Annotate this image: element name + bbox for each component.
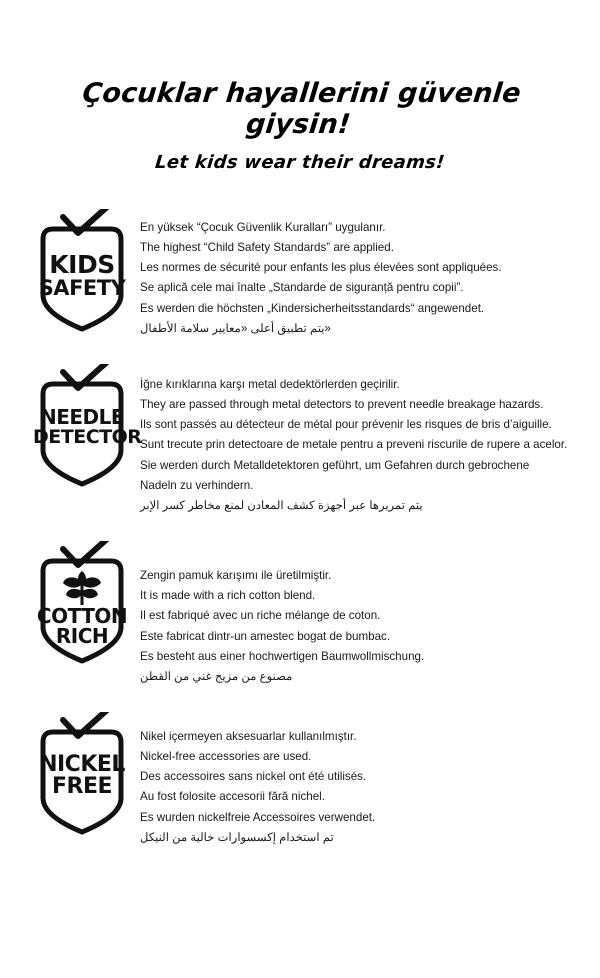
feature-line: Au fost folosite accesorii fără nichel.	[140, 790, 325, 804]
feature-line: Nadeln zu verhindern.	[140, 478, 254, 492]
feature-line: Sie werden durch Metalldetektoren geführt, um Gefahren durch gebrochene	[140, 458, 530, 472]
badge-cotton-rich	[24, 539, 140, 669]
feature-line: Les normes de sécurité pour enfants les plus élevées sont appliquées.	[140, 261, 502, 275]
badge-line-1: KIDS	[49, 250, 115, 279]
badge-line-1: NEEDLE	[39, 404, 125, 429]
feature-text-cotton-rich	[140, 539, 576, 688]
feature-row-needle-detector	[24, 362, 576, 517]
badge-nickel-free	[24, 710, 140, 840]
feature-line-arabic: مصنوع من مزيج غني من القطن	[140, 669, 293, 683]
badge-line-2: FREE	[51, 773, 113, 799]
feature-line: Zengin pamuk karışımı ile üretilmiştir.	[140, 569, 332, 583]
feature-line: Il est fabriqué avec un riche mélange de coton.	[140, 609, 381, 623]
feature-line: Ils sont passés au détecteur de métal pour prévenir les risques de bris d’aiguille.	[140, 418, 552, 432]
feature-row-kids-safety	[24, 207, 576, 340]
feature-line: It is made with a rich cotton blend.	[140, 589, 316, 603]
feature-text-needle-detector	[140, 362, 576, 517]
badge-kids-safety	[24, 207, 140, 337]
cotton-plant-icon	[63, 571, 101, 605]
page-title: Çocuklar hayallerini güvenle giysin!	[80, 78, 523, 140]
feature-line-arabic: تم استخدام إكسسوارات خالية من النيكل	[140, 830, 334, 844]
feature-row-nickel-free	[24, 710, 576, 849]
feature-line: En yüksek “Çocuk Güvenlik Kuralları” uygulanır.	[140, 221, 386, 234]
feature-line: They are passed through metal detectors to prevent needle breakage hazards.	[140, 398, 544, 412]
feature-line: The highest “Child Safety Standards” are applied.	[140, 241, 394, 255]
feature-line: Nikel içermeyen aksesuarlar kullanılmıştır.	[140, 729, 357, 743]
badge-line-2: DETECTOR	[33, 425, 142, 448]
badge-needle-detector	[24, 362, 140, 492]
product-info-page	[0, 78, 600, 978]
badge-line-1: COTTON	[36, 604, 128, 629]
feature-text-nickel-free	[140, 710, 576, 849]
feature-line: Sunt trecute prin detectoare de metale pentru a preveni riscurile de rupere a acelor.	[140, 438, 568, 452]
page-subtitle: Let kids wear their dreams!	[154, 152, 446, 173]
feature-row-cotton-rich	[24, 539, 576, 688]
feature-line: Es wurden nickelfreie Accessoires verwendet.	[140, 810, 376, 824]
feature-line: Se aplică cele mai înalte „Standarde de siguranță pentru copii”.	[140, 281, 464, 295]
feature-line-arabic: يتم تمريرها عبر أجهزة كشف المعادن لمنع مخاطر كسر الإبر	[140, 498, 423, 512]
badge-line-1: NICKEL	[39, 751, 125, 777]
feature-line-arabic: «يتم تطبيق أعلى «معايير سلامة الأطفال	[140, 321, 331, 335]
feature-line: Nickel-free accessories are used.	[140, 750, 312, 764]
feature-line: Este fabricat dintr-un amestec bogat de bumbac.	[140, 629, 391, 643]
feature-list	[24, 207, 576, 849]
badge-line-2: RICH	[55, 623, 109, 648]
feature-line: Es werden die höchsten „Kindersicherheitsstandards“ angewendet.	[140, 301, 485, 315]
feature-line: Des accessoires sans nickel ont été utilisés.	[140, 770, 367, 784]
feature-line: İğne kırıklarına karşı metal dedektörlerden geçirilir.	[140, 377, 400, 391]
feature-text-kids-safety	[140, 207, 576, 340]
feature-line: Es besteht aus einer hochwertigen Baumwollmischung.	[140, 649, 425, 663]
badge-line-2: SAFETY	[38, 275, 126, 300]
